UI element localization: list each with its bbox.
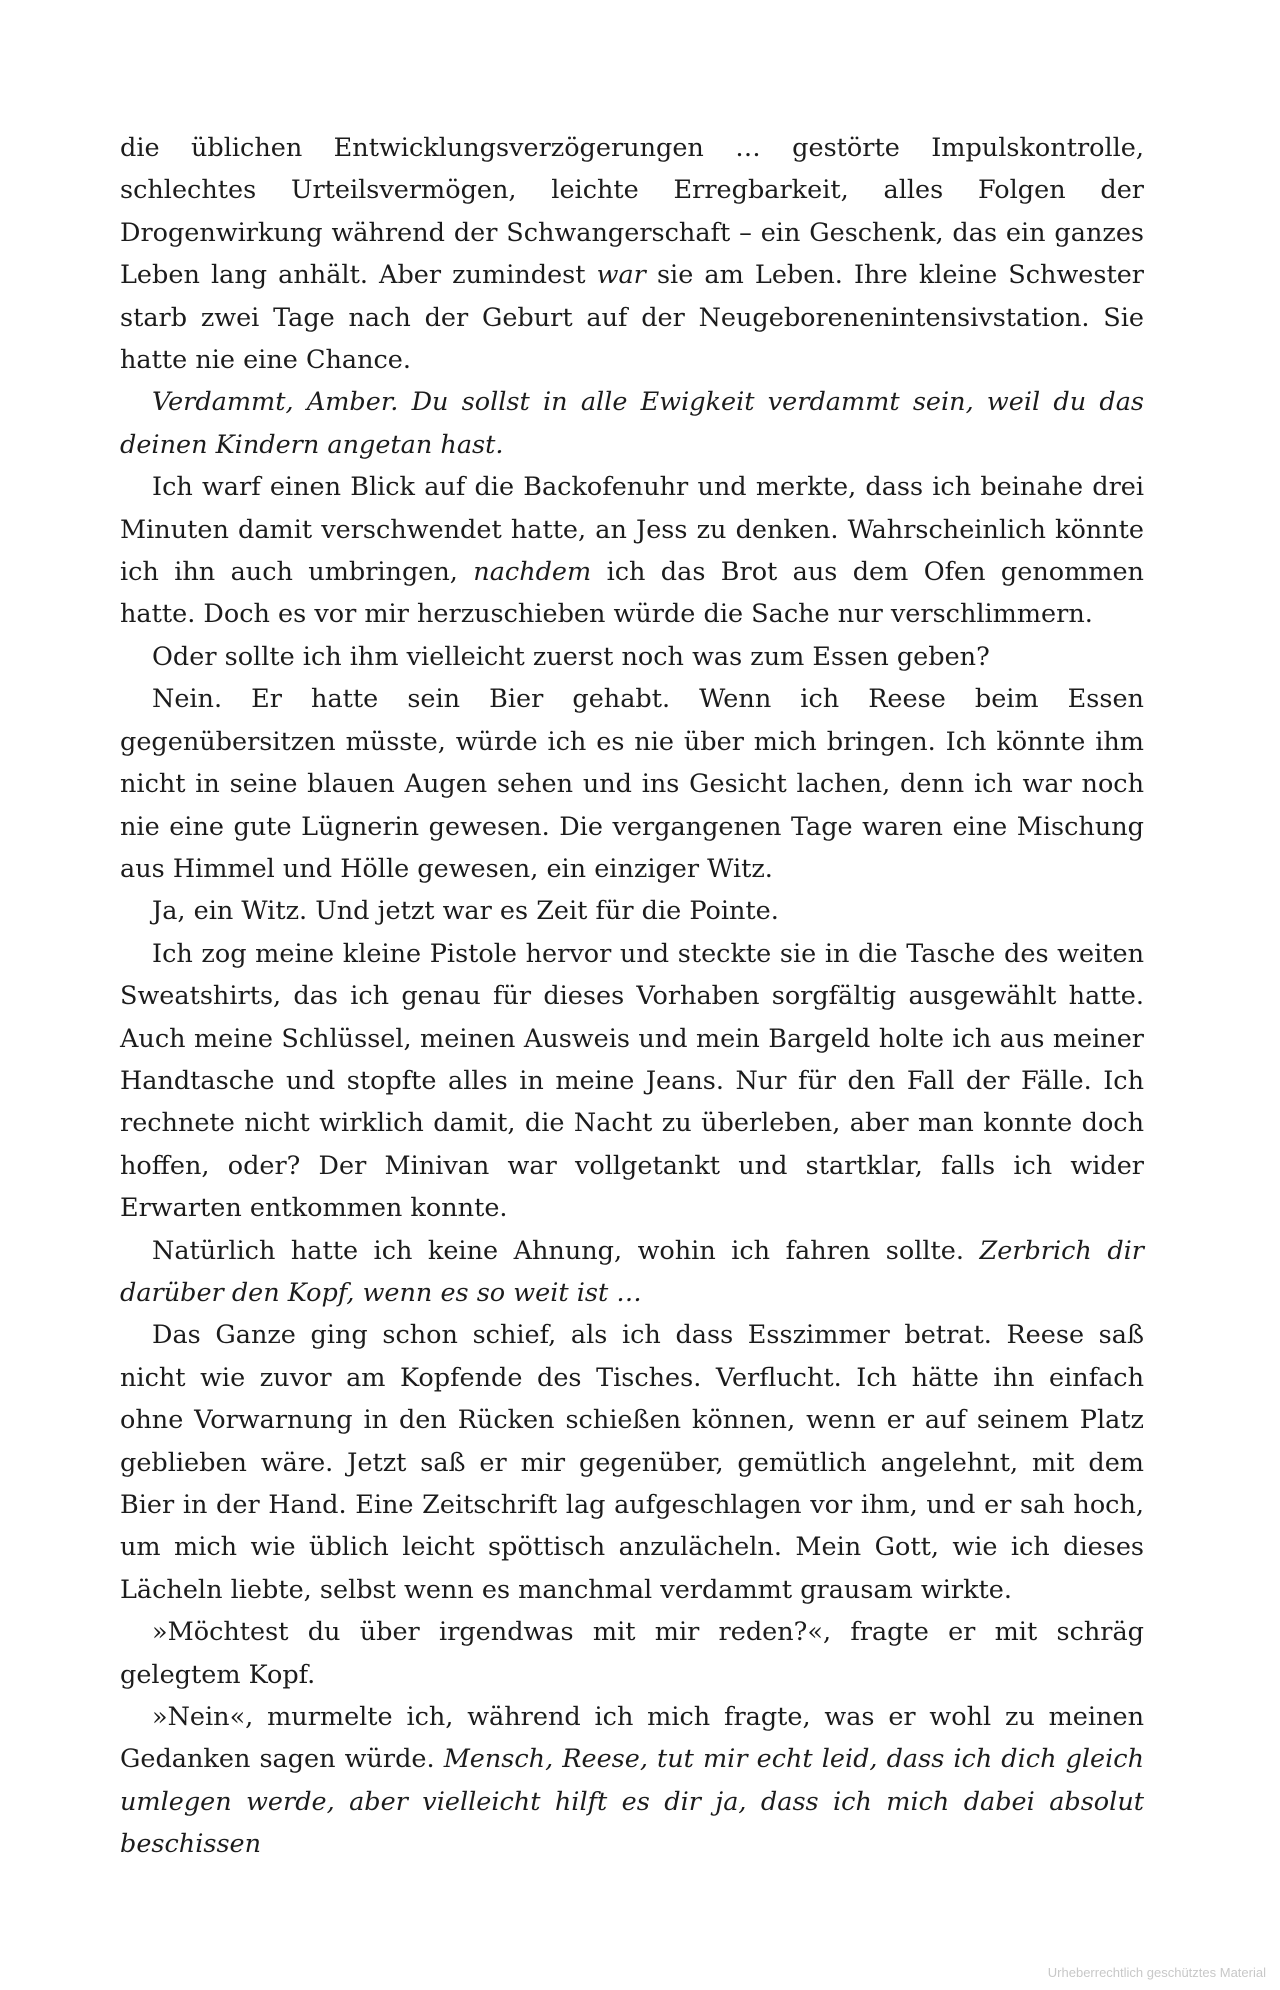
text-run: »Nein«, murmelte ich, während ich mich fragte, was er wohl zu meinen Gedanken sagen würde. [120,1702,1144,1775]
paragraph [120,890,1144,932]
paragraph [120,933,1144,1230]
body-text [120,127,1144,1866]
paragraph [120,1696,1144,1866]
paragraph [120,1230,1144,1315]
italic-text: Mensch, Reese, tut mir echt leid, dass ich dich gleich umlegen werde, aber vielleicht hilft es dir ja, dass ich mich dabei absolut beschissen [120,1744,1144,1860]
text-run: Oder sollte ich ihm vielleicht zuerst noch was zum Essen geben? [152,641,990,672]
paragraph [120,1314,1144,1611]
paragraph [120,1611,1144,1696]
italic-text: war [596,260,646,291]
text-run: Ich warf einen Blick auf die Backofenuhr und merkte, dass ich beinahe drei Minuten damit verschwendet hatte, an Jess zu denken. Wahrscheinlich könnte ich ihn auch umbringen, [120,472,1144,588]
paragraph [120,127,1144,381]
text-run: die üblichen Entwicklungsverzögerungen … gestörte Impulskontrolle, schlechtes Urteilsvermögen, leichte Erregbarkeit, alles Folgen der Drogenwirkung während der Schwangerschaft – ein Geschenk, das ein ganzes Leben lang anhält. Aber zumindest [120,133,1144,291]
text-run: »Möchtest du über irgendwas mit mir reden?«, fragte er mit schräg gelegtem Kopf. [120,1617,1144,1690]
copyright-watermark: Urheberrechtlich geschütztes Material [1047,1965,1266,1980]
paragraph [120,678,1144,890]
text-run: Natürlich hatte ich keine Ahnung, wohin ich fahren sollte. [152,1235,980,1266]
italic-text: Zerbrich dir darüber den Kopf, wenn es so weit ist … [120,1235,1144,1308]
paragraph [120,381,1144,466]
paragraph [120,636,1144,678]
italic-text: nachdem [473,557,592,588]
text-run: ich das Brot aus dem Ofen genommen hatte. Doch es vor mir herzuschieben würde die Sache nur verschlimmern. [120,557,1144,630]
text-run: Nein. Er hatte sein Bier gehabt. Wenn ich Reese beim Essen gegenübersitzen müsste, würde ich es nie über mich bringen. Ich könnte ihm nicht in seine blauen Augen sehen und ins Gesicht lachen, denn ich war noch nie eine gute Lügnerin gewesen. Die vergangenen Tage waren eine Mischung aus Himmel und Hölle gewesen, ein einziger Witz. [120,684,1144,884]
paragraph [120,466,1144,636]
text-run: sie am Leben. Ihre kleine Schwester starb zwei Tage nach der Geburt auf der Neugeborenenintensivstation. Sie hatte nie eine Chance. [120,260,1145,376]
text-run: Das Ganze ging schon schief, als ich dass Esszimmer betrat. Reese saß nicht wie zuvor am Kopfende des Tisches. Verflucht. Ich hätte ihn einfach ohne Vorwarnung in den Rücken schießen können, wenn er auf seinem Platz geblieben wäre. Jetzt saß er mir gegenüber, gemütlich angelehnt, mit dem Bier in der Hand. Eine Zeitschrift lag aufgeschlagen vor ihm, und er sah hoch, um mich wie üblich leicht spöttisch anzulächeln. Mein Gott, wie ich dieses Lächeln liebte, selbst wenn es manchmal verdammt grausam wirkte. [120,1320,1144,1605]
text-run: Ich zog meine kleine Pistole hervor und steckte sie in die Tasche des weiten Sweatshirts, das ich genau für dieses Vorhaben sorgfältig ausgewählt hatte. Auch meine Schlüssel, meinen Ausweis und mein Bargeld holte ich aus meiner Handtasche und stopfte alles in meine Jeans. Nur für den Fall der Fälle. Ich rechnete nicht wirklich damit, die Nacht zu überleben, aber man konnte doch hoffen, oder? Der Minivan war vollgetankt und startklar, falls ich wider Erwarten entkommen konnte. [120,938,1144,1224]
text-run: Ja, ein Witz. Und jetzt war es Zeit für die Pointe. [152,896,779,927]
italic-text: Verdammt, Amber. Du sollst in alle Ewigkeit verdammt sein, weil du das deinen Kindern angetan hast. [120,387,1144,460]
